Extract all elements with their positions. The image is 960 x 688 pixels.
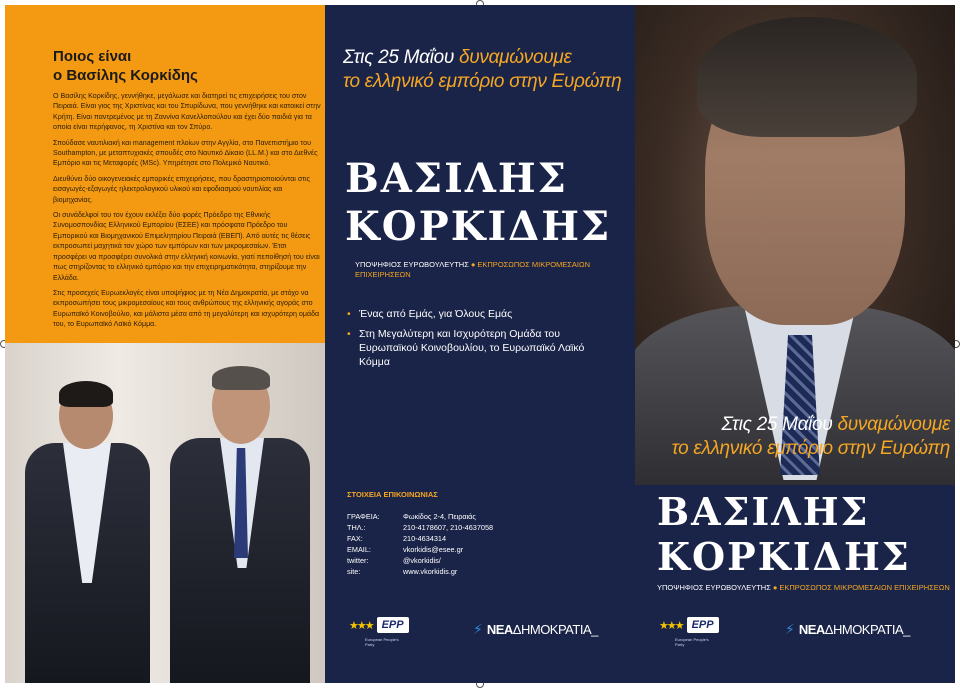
cover-nea-dimokratia-logo <box>785 623 910 637</box>
cover-slogan-date: Στις 25 Μαΐου <box>721 414 838 435</box>
cover-eu-stars-icon: ★★★ <box>659 618 683 632</box>
cover-slogan-highlight: δυναμώνουμε <box>837 414 950 435</box>
slogan-date: Στις 25 Μαΐου <box>343 47 460 68</box>
cover-nd-logo-text: ΝΕΑΔΗΜΟΚΡΑΤΙΑ_ <box>798 622 910 637</box>
bullet-item: • Στη Μεγαλύτερη και Ισχυρότερη Ομάδα του Ευρωπαϊκού Κοινοβουλίου, το Ευρωπαϊκό Λαϊκό Κόμμα <box>347 327 617 369</box>
campaign-slogan <box>343 46 628 94</box>
website-link[interactable]: www.vkorkidis.gr <box>403 567 458 576</box>
biography-paragraph: Διευθύνει δύο οικογενειακές εμπορικές επιχειρήσεις, που δραστηριοποιούνται στις εισαγωγές-εξαγωγές ηλεκτρολογικού υλικού και εφοδιασμού ναυτιλίας και βιομηχανίας. <box>53 174 311 204</box>
cover-slogan <box>645 413 950 461</box>
contact-row-email: EMAIL: vkorkidis@esee.gr <box>347 545 464 554</box>
cover-slogan-line2: το ελληνικό εμπόριο στην Ευρώπη <box>671 438 950 459</box>
contact-row-fax: FAX: 210-4634314 <box>347 534 447 543</box>
biography-paragraph: Στις προσεχείς Ευρωεκλογές είναι υποψήφιος με τη Νέα Δημοκρατία, με στόχο να εκπροσωπήσει τους μικρομεσαίους και τους ανθρώπους της ελληνικής αγοράς στο Ευρωπαϊκό Κοινοβούλιο, και μάλιστα μέσα από τη μεγαλύτερη και ισχυρότερη ομάδα του, το Ευρωπαϊκό Λαϊκό Κόμμα. <box>53 288 320 329</box>
contact-title: ΣΤΟΙΧΕΙΑ ΕΠΙΚΟΙΝΩΝΙΑΣ <box>347 490 438 499</box>
cover-first-name: ΒΑΣΙΛΗΣ <box>657 489 870 534</box>
biography-paragraph: Ο Βασίλης Κορκίδης, γεννήθηκε, μεγάλωσε και διατηρεί τις επιχειρήσεις του στον Πειραιά. Είναι γιος της Χριστίνας και του Σπυρίδωνα, που γεννήθηκε και κατοικεί στην Κρήτη. Είναι παντρεμένος με τη Ζαννίνα Κανελλοπούλου και έχει δύο παιδιά για τα οποία είναι περήφανος, τη Χριστίνα και τον Σπύρο. <box>53 92 321 132</box>
biography-title <box>53 47 293 85</box>
cover-candidate-name <box>657 489 953 579</box>
eu-stars-icon: ★★★ <box>349 618 373 632</box>
biography-paragraph: Σπούδασε ναυτιλιακή και management πλοίων στην Αγγλία, στο Πανεπιστήμιο του Southampton, με μεταπτυχιακές σπουδές στο Ναυτικό Δίκαιο (LL.M.) και στο Διεθνές Εμπόριο και τις Μεταφορές (MSc). Υπηρέτησε στο Πολεμικό Ναυτικό. <box>53 138 318 168</box>
contact-row-site: site: www.vkorkidis.gr <box>347 567 458 576</box>
portrait-hair <box>697 17 917 137</box>
candidate-last-name: ΚΟΡΚΙΔΗΣ <box>345 203 612 250</box>
cover-panel <box>635 5 955 683</box>
slogan-highlight: δυναμώνουμε <box>459 47 572 68</box>
email-link[interactable]: vkorkidis@esee.gr <box>403 545 464 554</box>
nd-flame-icon: ⚡ <box>473 622 483 638</box>
candidate-roles <box>355 260 635 280</box>
cover-epp-logo-text: EPP <box>687 617 719 633</box>
role-separator-dot: ● <box>470 260 476 269</box>
biography-text <box>53 91 321 335</box>
role-sme-representative: ΕΚΠΡΟΣΩΠΟΣ ΜΙΚΡΟΜΕΣΑΙΩΝ ΕΠΙΧΕΙΡΗΣΕΩΝ <box>355 260 591 279</box>
epp-logo <box>349 617 409 647</box>
cover-epp-logo-subtext: European People's Party <box>675 637 709 647</box>
contact-row-twitter: twitter: @vkorkidis/ <box>347 556 441 565</box>
twitter-link[interactable]: @vkorkidis/ <box>403 556 441 565</box>
bullet-item: • Ένας από Εμάς, για Όλους Εμάς <box>347 307 617 321</box>
cover-last-name: ΚΟΡΚΙΔΗΣ <box>657 534 911 579</box>
candidate-name <box>345 155 635 251</box>
campaign-info-panel <box>325 5 635 683</box>
candidate-with-leader-photo <box>5 343 325 683</box>
candidate-portrait-photo <box>635 5 955 477</box>
contact-row-office: ΓΡΑΦΕΙΑ: Φωκίδος 2-4, Πειραιάς <box>347 512 476 521</box>
biography-paragraph: Οι συνάδελφοί του τον έχουν εκλέξει δύο φορές Πρόεδρο της Εθνικής Συνομοσπονδίας Ελληνικού Εμπορίου (ΕΣΕΕ) και πρόσφατα Πρόεδρο του Εμπορικού και Βιομηχανικού Επιμελητηρίου Πειραιά (ΕΒΕΠ). Από αυτές τις θέσεις εκπροσωπεί μαχητικά τον χώρο των εμπόρων και των μικρομεσαίων. Έτσι προσφέρει να προσφέρει συνολικά στην ελληνική κοινωνία, γιατί πεποίθησή του είναι πως στηρίζοντας το ελληνικό εμπόριο και την επιχειρηματικότητα, στηρίζουμε την Ελλάδα. <box>53 211 320 282</box>
biography-title-line: Ποιος είναι ο Βασίλης Κορκίδης <box>53 48 198 84</box>
contact-details <box>347 511 607 577</box>
nd-logo-text: ΝΕΑΔΗΜΟΚΡΑΤΙΑ_ <box>486 622 598 637</box>
cover-candidate-roles <box>657 583 953 593</box>
slogan-line2: το ελληνικό εμπόριο στην Ευρώπη <box>343 71 622 92</box>
biography-panel <box>5 5 325 343</box>
nea-dimokratia-logo <box>473 623 598 637</box>
cover-role-mep-candidate: ΥΠΟΨΗΦΙΟΣ ΕΥΡΩΒΟΥΛΕΥΤΗΣ <box>657 583 771 592</box>
campaign-bullets <box>347 307 617 375</box>
cover-role-sme-representative: ΕΚΠΡΟΣΩΠΟΣ ΜΙΚΡΟΜΕΣΑΙΩΝ ΕΠΙΧΕΙΡΗΣΕΩΝ <box>779 583 950 592</box>
cover-role-separator-dot: ● <box>772 583 778 592</box>
cover-nd-flame-icon: ⚡ <box>785 622 795 638</box>
cover-epp-logo <box>659 617 719 647</box>
epp-logo-text: EPP <box>377 617 409 633</box>
epp-logo-subtext: European People's Party <box>365 637 399 647</box>
candidate-first-name: ΒΑΣΙΛΗΣ <box>345 155 568 202</box>
role-mep-candidate: ΥΠΟΨΗΦΙΟΣ ΕΥΡΩΒΟΥΛΕΥΤΗΣ <box>355 260 469 269</box>
contact-row-phone: ΤΗΛ.: 210-4178607, 210-4637058 <box>347 523 494 532</box>
